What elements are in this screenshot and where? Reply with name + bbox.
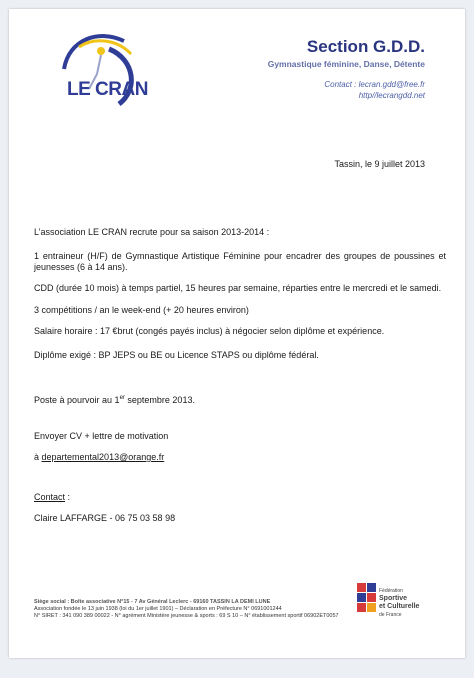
salary-line: Salaire horaire : 17 €brut (congés payés inclus) à négocier selon diplôme et expérience. <box>34 326 385 336</box>
competitions-line: 3 compétitions / an le week-end (+ 20 heures environ) <box>34 305 249 315</box>
contact-heading: Contact : <box>34 492 71 502</box>
contact-person: Claire LAFFARGE - 06 75 03 58 98 <box>34 513 176 523</box>
letter-page <box>9 9 465 658</box>
section-subtitle: Gymnastique féminine, Danse, Détente <box>267 59 425 69</box>
send-cv-line: Envoyer CV + lettre de motivation <box>34 431 169 441</box>
letter-date: Tassin, le 9 juillet 2013 <box>334 159 425 169</box>
fscf-square-icon <box>367 583 376 592</box>
fscf-square-icon <box>357 603 366 612</box>
fscf-logo <box>357 583 377 623</box>
fscf-label: Fédération Sportive et Culturelle de France <box>379 588 420 618</box>
intro-line: L’association LE CRAN recrute pour sa saison 2013-2014 : <box>34 227 270 237</box>
contract-details: CDD (durée 10 mois) à temps partiel, 15 heures par semaine, réparties entre le mercredi et le samedi. <box>34 283 442 293</box>
fscf-square-icon <box>367 603 376 612</box>
fscf-square-icon <box>357 593 366 602</box>
application-email-link[interactable]: departemental2013@orange.fr <box>41 452 165 462</box>
footer-registration: N° SIRET : 341 090 389 00022 - N° agrément Ministère jeunesse & sports : 69 S 10 – N° établissement sportif 06902ET0057 <box>34 613 339 619</box>
footer-address: Siège social : Boîte associative N°15 - 7 Av Général Leclerc - 69160 TASSIN LA DEMI LUNE <box>34 599 271 605</box>
logo-text: LE CRAN <box>67 79 148 100</box>
section-title: Section G.D.D. <box>306 37 425 56</box>
footer-foundation: Association fondée le 13 juin 1938 (loi du 1er juillet 1901) – Déclaration en Préfecture N° 0691001244 <box>34 606 282 612</box>
email-line: à departemental2013@orange.fr <box>34 452 165 462</box>
letter-footer <box>34 599 354 620</box>
job-description: 1 entraineur (H/F) de Gymnastique Artistique Féminine pour encadrer des groupes de poussines et jeunesses (6 à 14 ans). <box>34 251 446 272</box>
header-contact <box>324 79 425 101</box>
diploma-line: Diplôme exigé : BP JEPS ou BE ou Licence STAPS ou diplôme fédéral. <box>34 350 319 360</box>
website-link[interactable]: http//lecrangdd.net <box>358 91 425 100</box>
fscf-square-icon <box>367 593 376 602</box>
fscf-square-icon <box>357 583 366 592</box>
contact-email[interactable]: Contact : lecran.gdd@free.fr <box>324 80 425 89</box>
start-date-line: Poste à pourvoir au 1er septembre 2013. <box>34 395 195 405</box>
